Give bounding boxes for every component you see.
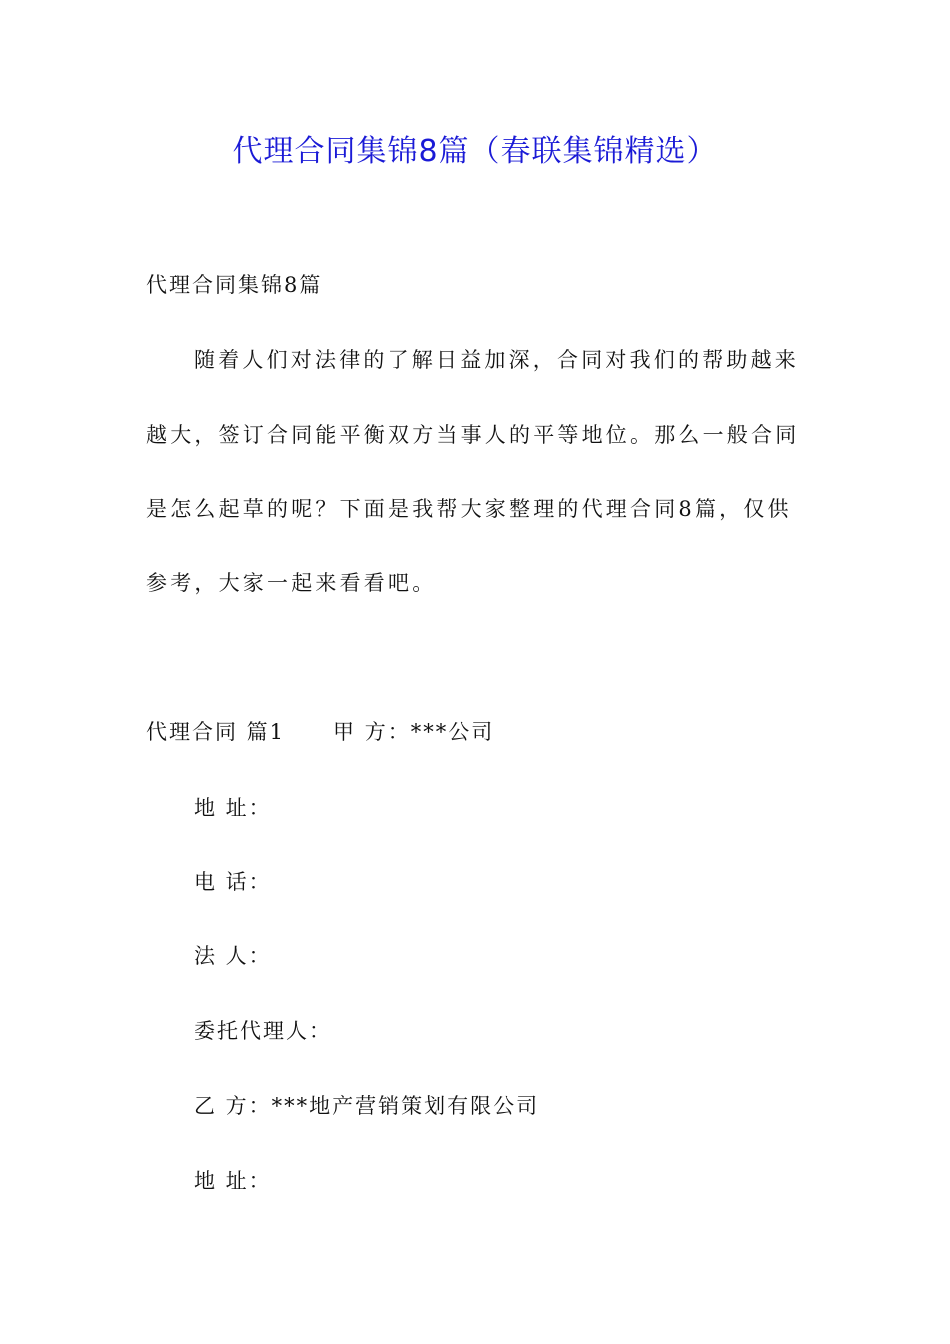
field-address-b: 地 址：: [194, 1169, 272, 1193]
field-agent-a: 委托代理人：: [194, 1019, 332, 1043]
document-subtitle: 代理合同集锦8篇: [146, 273, 323, 297]
section-heading-row: [146, 717, 494, 747]
intro-line-3: 是怎么起草的呢？下面是我帮大家整理的代理合同8篇，仅供: [146, 497, 792, 521]
document-title: 代理合同集锦8篇（春联集锦精选）: [232, 134, 718, 169]
intro-line-1: 随着人们对法律的了解日益加深，合同对我们的帮助越来: [194, 348, 799, 372]
field-address-a: 地 址：: [194, 796, 272, 820]
intro-line-2: 越大，签订合同能平衡双方当事人的平等地位。那么一般合同: [146, 423, 800, 447]
party-a-line: 甲 方：***公司: [333, 720, 495, 744]
section-heading: 代理合同 篇1: [146, 720, 286, 744]
field-legal-person-a: 法 人：: [194, 944, 272, 968]
intro-line-4: 参考，大家一起来看看吧。: [146, 571, 437, 595]
field-phone-a: 电 话：: [194, 870, 272, 894]
party-b-line: 乙 方：***地产营销策划有限公司: [194, 1094, 540, 1118]
